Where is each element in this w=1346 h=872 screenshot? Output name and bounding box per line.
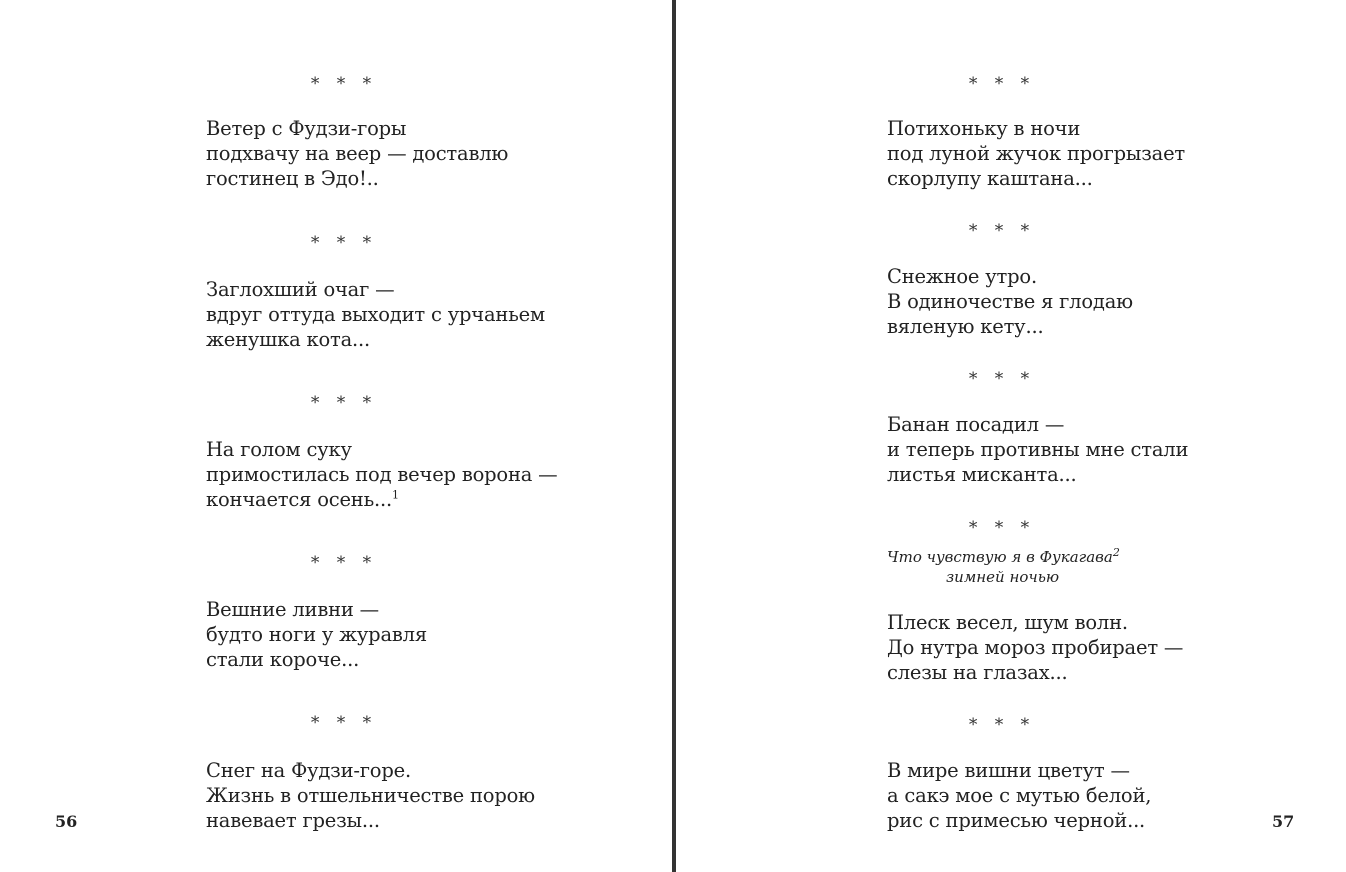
separator-stars: * * * — [310, 713, 378, 733]
poem-line: Банан посадил — — [887, 413, 1065, 436]
poem-line: вдруг оттуда выходит с урчаньем — [206, 303, 545, 326]
poem — [887, 758, 1151, 833]
poem-line: примостилась под вечер ворона — — [206, 463, 558, 486]
separator-stars: * * * — [968, 74, 1036, 94]
separator-stars: * * * — [310, 74, 378, 94]
poem-line: До нутра мороз пробирает — — [887, 636, 1184, 659]
poem-epigraph — [887, 547, 1120, 587]
separator-stars: * * * — [968, 715, 1036, 735]
poem-line: гостинец в Эдо!.. — [206, 167, 379, 190]
poem-line: Вешние ливни — — [206, 598, 379, 621]
poem-line: подхвачу на веер — доставлю — [206, 142, 509, 165]
page-number: 56 — [55, 812, 78, 831]
poem — [206, 116, 508, 191]
poem-line: женушка кота... — [206, 328, 371, 351]
poem-line: листья мисканта... — [887, 463, 1077, 486]
poem-line: навевает грезы... — [206, 809, 380, 832]
poem-line: стали короче... — [206, 648, 360, 671]
footnote-mark: 1 — [392, 488, 399, 502]
poem-line: а сакэ мое с мутью белой, — [887, 784, 1152, 807]
poem-line: вяленую кету... — [887, 315, 1044, 338]
poem-line: В мире вишни цветут — — [887, 759, 1130, 782]
poem-line: Заглохший очаг — — [206, 278, 395, 301]
poem-line: скорлупу каштана... — [887, 167, 1093, 190]
poem — [206, 277, 545, 352]
poem-line: Жизнь в отшельничестве порою — [206, 784, 535, 807]
poem-line: Ветер с Фудзи-горы — [206, 117, 407, 140]
footnote-mark: 2 — [1112, 546, 1120, 559]
poem-line-text: кончается осень... — [206, 488, 393, 511]
poem-line-with-footnote — [206, 487, 557, 512]
separator-stars: * * * — [310, 233, 378, 253]
poem-line: рис с примесью черной... — [887, 809, 1146, 832]
poem — [206, 758, 535, 833]
separator-stars: * * * — [310, 393, 378, 413]
separator-stars: * * * — [968, 518, 1036, 538]
poem — [887, 116, 1185, 191]
poem — [887, 610, 1183, 685]
poem-line: и теперь противны мне стали — [887, 438, 1189, 461]
poem-line: под луной жучок прогрызает — [887, 142, 1185, 165]
left-page — [0, 0, 672, 872]
page-number: 57 — [1272, 812, 1295, 831]
poem — [887, 264, 1133, 339]
epigraph-line — [887, 547, 1120, 567]
separator-stars: * * * — [310, 553, 378, 573]
poem — [206, 437, 557, 512]
epigraph-line: зимней ночью — [946, 568, 1060, 586]
poem-line: На голом суку — [206, 438, 352, 461]
epigraph-text: Что чувствую я в Фукагава — [887, 548, 1113, 566]
poem-line: Снежное утро. — [887, 265, 1037, 288]
poem-line: В одиночестве я глодаю — [887, 290, 1133, 313]
poem — [206, 597, 427, 672]
poem-line: слезы на глазах... — [887, 661, 1068, 684]
poem-line: Плеск весел, шум волн. — [887, 611, 1128, 634]
poem-line: будто ноги у журавля — [206, 623, 427, 646]
poem-line: Потихоньку в ночи — [887, 117, 1081, 140]
poem-line: Снег на Фудзи-горе. — [206, 759, 411, 782]
right-page — [676, 0, 1346, 872]
poem — [887, 412, 1188, 487]
separator-stars: * * * — [968, 369, 1036, 389]
separator-stars: * * * — [968, 221, 1036, 241]
